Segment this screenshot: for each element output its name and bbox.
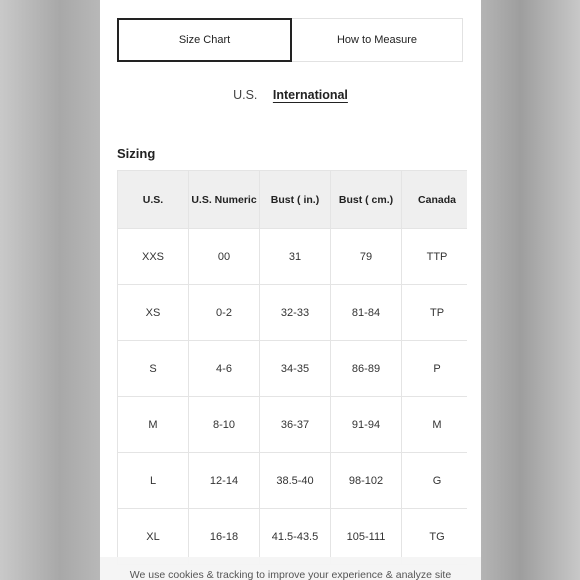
header-canada: Canada (402, 171, 468, 229)
header-bust-in: Bust ( in.) (260, 171, 331, 229)
table-cell: TTP (402, 229, 468, 285)
background-right (481, 0, 580, 580)
table-cell: 00 (189, 229, 260, 285)
cookie-banner: We use cookies & tracking to improve your experience & analyze site (100, 557, 481, 580)
table-cell: 16-18 (189, 509, 260, 565)
table-cell: 34-35 (260, 341, 331, 397)
unit-us-option[interactable]: U.S. (233, 88, 258, 102)
table-cell: M (118, 397, 189, 453)
table-cell: 105-111 (331, 509, 402, 565)
table-cell: G (402, 453, 468, 509)
table-cell: P (402, 341, 468, 397)
table-row (118, 397, 468, 453)
table-cell: 98-102 (331, 453, 402, 509)
table-cell: 32-33 (260, 285, 331, 341)
table-cell: 31 (260, 229, 331, 285)
header-us-numeric: U.S. Numeric (189, 171, 260, 229)
table-cell: 81-84 (331, 285, 402, 341)
table-header-row (118, 171, 468, 229)
table-row (118, 285, 468, 341)
table-cell: XS (118, 285, 189, 341)
table-cell: 38.5-40 (260, 453, 331, 509)
table-cell: 41.5-43.5 (260, 509, 331, 565)
table-cell: TP (402, 285, 468, 341)
table-row (118, 453, 468, 509)
table-cell: 12-14 (189, 453, 260, 509)
size-guide-panel (100, 0, 481, 580)
tab-how-to-measure[interactable]: How to Measure (292, 18, 463, 62)
header-us: U.S. (118, 171, 189, 229)
table-cell: 36-37 (260, 397, 331, 453)
header-bust-cm: Bust ( cm.) (331, 171, 402, 229)
table-cell: 4-6 (189, 341, 260, 397)
table-cell: 91-94 (331, 397, 402, 453)
background-left (0, 0, 100, 580)
unit-toggle (100, 88, 481, 102)
table-row (118, 341, 468, 397)
tab-bar (117, 18, 463, 62)
table-cell: S (118, 341, 189, 397)
table-cell: TG (402, 509, 468, 565)
section-title: Sizing (117, 146, 156, 161)
table-cell: M (402, 397, 468, 453)
table-cell: 8-10 (189, 397, 260, 453)
table-cell: XXS (118, 229, 189, 285)
tab-size-chart[interactable]: Size Chart (117, 18, 292, 62)
table-cell: 0-2 (189, 285, 260, 341)
table-cell: L (118, 453, 189, 509)
size-table-container[interactable] (117, 170, 467, 565)
table-cell: 79 (331, 229, 402, 285)
size-table (117, 170, 467, 565)
unit-international-option[interactable]: International (272, 88, 348, 102)
table-cell: XL (118, 509, 189, 565)
table-row (118, 229, 468, 285)
table-cell: 86-89 (331, 341, 402, 397)
